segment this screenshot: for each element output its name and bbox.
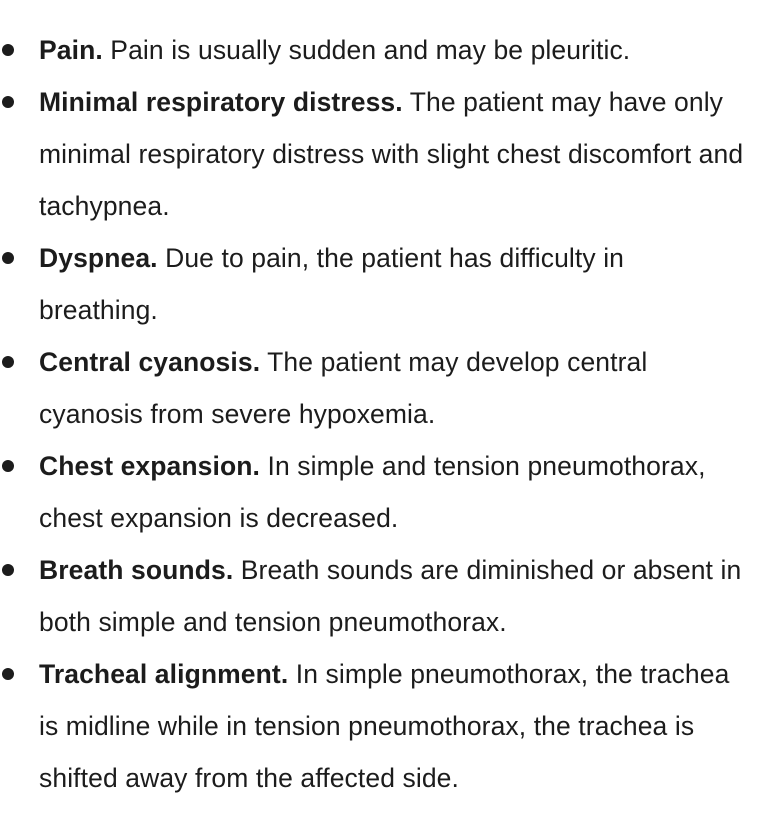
list-item-dyspnea bbox=[0, 232, 762, 336]
bullet-icon bbox=[2, 564, 14, 576]
bullet-icon bbox=[2, 44, 14, 56]
list-item-pain bbox=[0, 24, 762, 76]
item-text: In simple pneumothorax, the trachea is midline while in tension pneumothorax, the trachea is shifted away from the affected side. bbox=[39, 659, 730, 793]
item-term: Breath sounds. bbox=[39, 555, 234, 585]
list-item-central-cyanosis bbox=[0, 336, 762, 440]
item-term: Central cyanosis. bbox=[39, 347, 261, 377]
bullet-icon bbox=[2, 252, 14, 264]
item-term: Tracheal alignment. bbox=[39, 659, 289, 689]
item-term: Pain. bbox=[39, 35, 103, 65]
item-text: The patient may develop central cyanosis from severe hypoxemia. bbox=[39, 347, 648, 429]
item-text: Due to pain, the patient has difficulty in breathing. bbox=[39, 243, 625, 325]
list-item-tracheal-alignment bbox=[0, 648, 762, 804]
item-term: Dyspnea. bbox=[39, 243, 158, 273]
item-text: Pain is usually sudden and may be pleuritic. bbox=[102, 35, 631, 65]
bullet-icon bbox=[2, 96, 14, 108]
list-item-chest-expansion bbox=[0, 440, 762, 544]
item-term: Minimal respiratory distress. bbox=[39, 87, 403, 117]
list-item-minimal-respiratory-distress bbox=[0, 76, 762, 232]
bullet-icon bbox=[2, 460, 14, 472]
bullet-icon bbox=[2, 668, 14, 680]
list-item-breath-sounds bbox=[0, 544, 762, 648]
item-term: Chest expansion. bbox=[39, 451, 261, 481]
item-text: Breath sounds are diminished or absent in both simple and tension pneumothorax. bbox=[39, 555, 742, 637]
bullet-icon bbox=[2, 356, 14, 368]
symptom-list bbox=[0, 24, 762, 804]
item-text: The patient may have only minimal respiratory distress with slight chest discomfort and tachypnea. bbox=[39, 87, 744, 221]
item-text: In simple and tension pneumothorax, chest expansion is decreased. bbox=[39, 451, 706, 533]
